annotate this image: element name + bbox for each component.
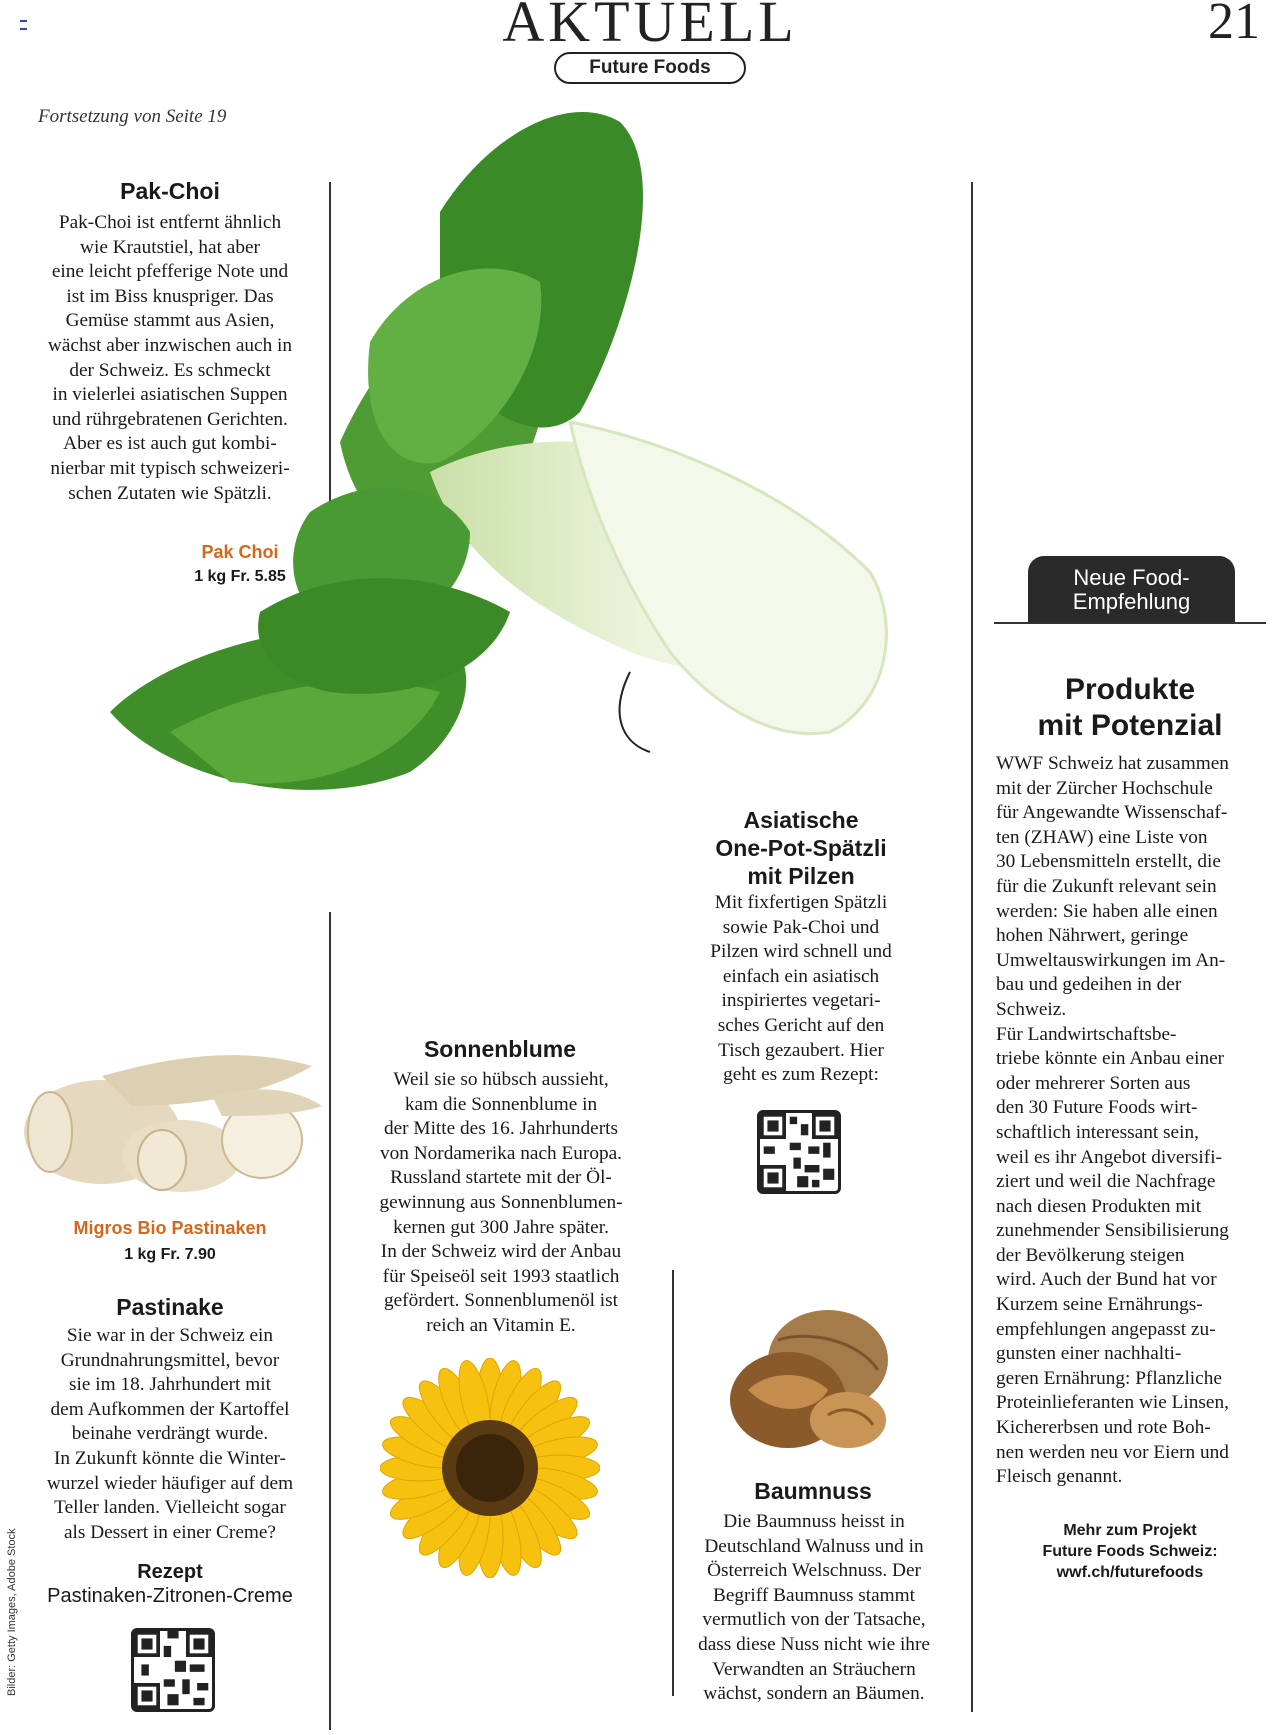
column-divider xyxy=(672,1270,674,1696)
qr-code-icon xyxy=(134,1631,212,1709)
parsnip-recipe-name: Pastinaken-Zitronen-Creme xyxy=(47,1585,293,1607)
sidebar-text: WWF Schweiz hat zusammen mit der Zürcher Hochschule für Angewandte Wissenschaf- ten (ZHAW) eine Liste von 30 Lebensmitteln erstellt, die für die Zukunft relevant sein werden: Sie haben alle einen hohen Nährwert, geringe Umweltauswirkungen im An- bau und gedeihen in der Schweiz. Für Landwirtschaftsbe- triebe könnte ein Anbau einer oder mehrerer Sorten aus den 30 Future Foods wirt- schaftlich interessant sein, weil es ihr Angebot diversifi- ziert und weil die Nachfrage nach diesen Produkten mit zunehmender Sensibilisierung der Bevölkerung steigen wird. Auch der Bund hat vor Kurzem seine Ernährungs- empfehlungen angepasst zu- gunsten einer nachhalti- geren Ernährung: Pflanzliche Proteinlieferanten wie Linsen, Kichererbsen und rote Boh- nen werden neu vor Eiern und Fleisch genannt. xyxy=(996,753,1229,1488)
sunflower-image xyxy=(380,1358,600,1578)
pak-choi-product-price: 1 kg Fr. 5.85 xyxy=(194,568,286,585)
column-divider xyxy=(971,182,973,1712)
spaetzli-text: Mit fixfertigen Spätzli sowie Pak-Choi und Pilzen wird schnell und einfach ein asiatisch inspiriertes vegetari- sches Gericht auf den Tisch gezaubert. Hier geht es zum Rezept: xyxy=(710,892,892,1086)
pak-choi-text: Pak-Choi ist entfernt ähnlich wie Krautstiel, hat aber eine leicht pfefferige Note und ist im Biss knuspriger. Das Gemüse stammt aus Asien, wächst aber inzwischen auch in der Schweiz. Es schmeckt in vielerlei asiatischen Suppen und rührgebratenen Gerichten. Aber es ist auch gut kombi- nierbar mit typisch schweizeri- schen Zutaten wie Spätzli. xyxy=(47,212,293,504)
section-tag: Future Foods xyxy=(554,52,746,84)
parsnip-product-name: Migros Bio Pastinaken xyxy=(73,1218,267,1238)
parsnip-title: Pastinake xyxy=(116,1294,224,1320)
column-divider xyxy=(329,912,331,1730)
pak-choi-product-name: Pak Choi xyxy=(201,542,279,562)
sunflower-text: Weil sie so hübsch aussieht, kam die Sonnenblume in der Mitte des 16. Jahrhunderts von Nordamerika nach Europa. Russland startete mit der Öl- gewinnung aus Sonnenblumen- kernen gut 300 Jahre später. In der Schweiz wird der Anbau für Speiseöl seit 1993 staatlich gefördert. Sonnenblumenöl ist reich an Vitamin E. xyxy=(379,1069,623,1336)
pak-choi-title: Pak-Choi xyxy=(120,178,220,204)
parsnip-product-price: 1 kg Fr. 7.90 xyxy=(124,1246,216,1263)
section-title: AKTUELL xyxy=(502,0,798,54)
photo-credit: Bilder: Getty Images, Adobe Stock xyxy=(6,1528,18,1696)
parsnip-text: Sie war in der Schweiz ein Grundnahrungsmittel, bevor sie im 18. Jahrhundert mit dem Aufkommen der Kartoffel beinahe verdrängt wurde. In Zukunft könnte die Winter- wurzel wieder häufiger auf dem Teller landen. Vielleicht sogar als Dessert in einer Creme? xyxy=(46,1325,294,1543)
parsnip-image xyxy=(22,1036,322,1196)
sunflower-title: Sonnenblume xyxy=(423,1036,577,1062)
walnut-image xyxy=(718,1300,898,1460)
walnut-title: Baumnuss xyxy=(754,1478,872,1504)
parsnip-recipe-qr-code[interactable] xyxy=(131,1628,215,1712)
spaetzli-title: Asiatische One-Pot-Spätzli mit Pilzen xyxy=(715,807,887,889)
project-link[interactable]: Mehr zum Projekt Future Foods Schweiz: wwf.ch/futurefoods xyxy=(1042,1522,1218,1581)
continuation-note: Fortsetzung von Seite 19 xyxy=(38,106,227,127)
badge-underline xyxy=(994,622,1266,624)
parsnip-recipe-label: Rezept xyxy=(137,1561,203,1583)
recommendation-badge: Neue Food- Empfehlung xyxy=(1028,556,1235,624)
spaetzli-recipe-qr-code[interactable] xyxy=(757,1110,841,1194)
page-number: 21 xyxy=(1208,0,1260,50)
sidebar-title: Produkte mit Potenzial xyxy=(1037,673,1223,742)
walnut-text: Die Baumnuss heisst in Deutschland Walnuss und in Österreich Welschnuss. Der Begriff Baumnuss stammt vermutlich von der Tatsache, dass diese Nuss nicht wie ihre Verwandten an Sträuchern wächst, sondern an Bäumen. xyxy=(698,1511,930,1705)
qr-code-icon xyxy=(760,1113,838,1191)
